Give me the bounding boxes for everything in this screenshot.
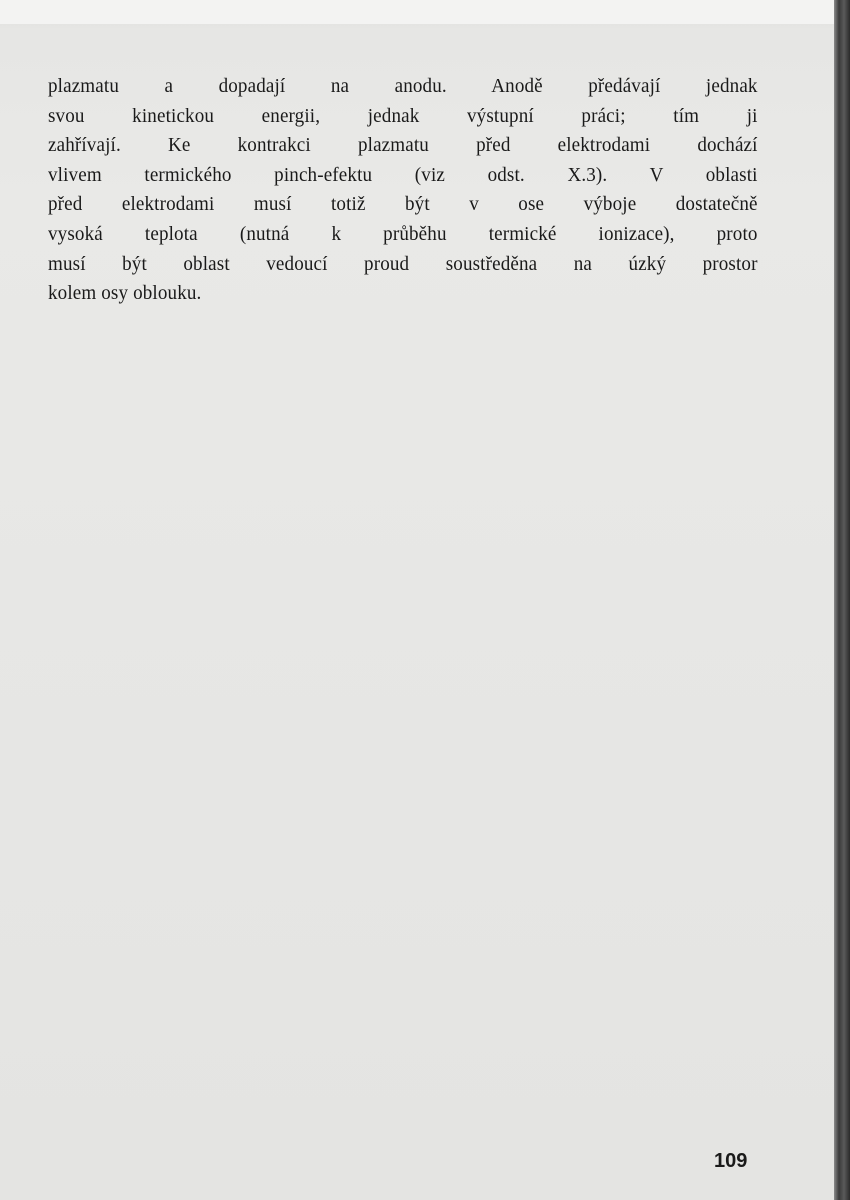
text-line: před elektrodami musí totiž být v ose výboje dostatečně xyxy=(48,193,758,216)
text-line: vysoká teplota (nutná k průběhu termické ionizace), proto xyxy=(48,222,758,245)
text-line: zahřívají. Ke kontrakci plazmatu před elektrodami dochází xyxy=(48,134,758,157)
text-line: vlivem termického pinch-efektu (viz odst. X.3). V oblasti xyxy=(48,163,758,186)
scan-top-margin xyxy=(0,0,850,24)
text-line: plazmatu a dopadají na anodu. Anodě předávají jednak xyxy=(48,75,758,97)
text-line: kolem osy oblouku. xyxy=(48,282,202,305)
book-spine-edge xyxy=(834,0,850,1200)
body-paragraph xyxy=(48,72,758,309)
text-line: svou kinetickou energii, jednak výstupní práci; tím ji xyxy=(48,104,758,127)
text-line: musí být oblast vedoucí proud soustředěna na úzký prostor xyxy=(48,252,758,275)
page-number: 109 xyxy=(714,1150,748,1172)
